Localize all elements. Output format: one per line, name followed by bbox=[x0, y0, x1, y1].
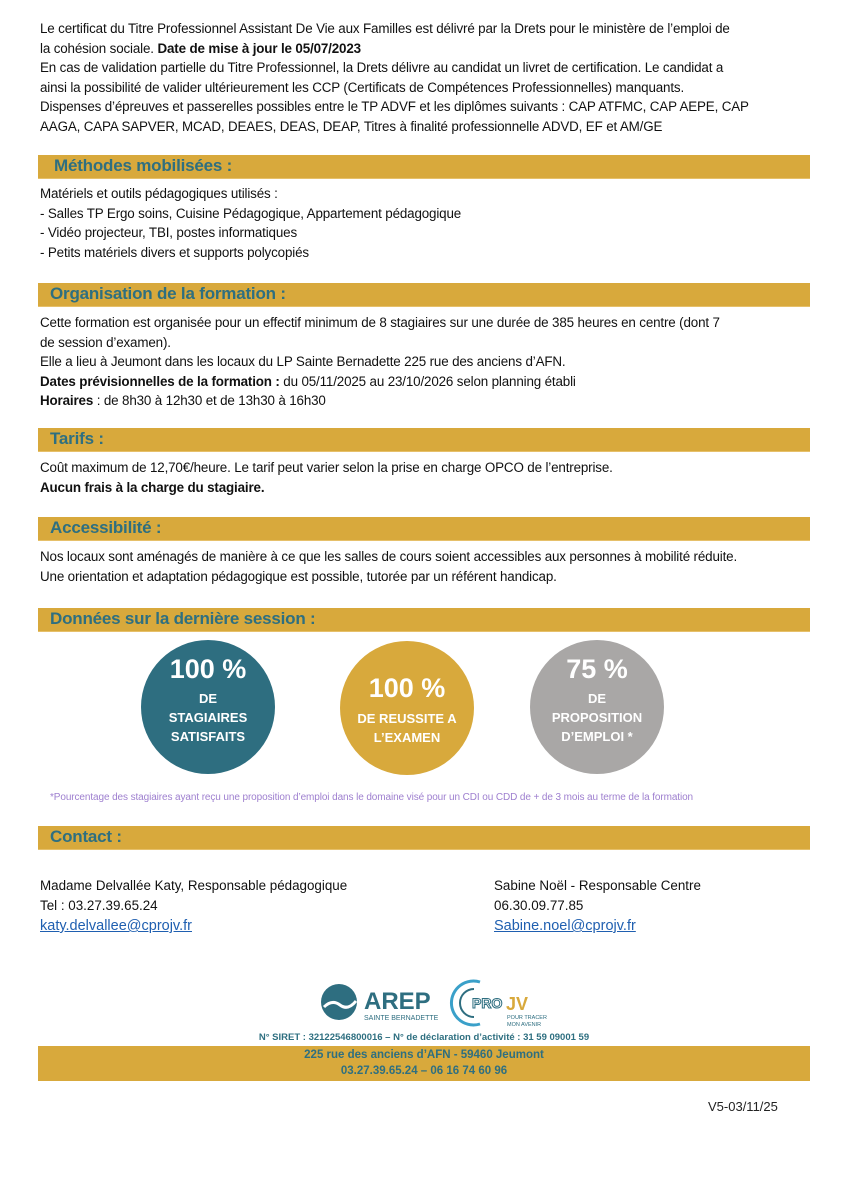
section-title: Méthodes mobilisées : bbox=[54, 156, 233, 175]
intro-line-5: Dispenses d’épreuves et passerelles possibles entre le TP ADVF et les diplômes suivants : CAP ATFMC, CAP AEPE, CAP bbox=[40, 99, 749, 114]
intro-line-1: Le certificat du Titre Professionnel Assistant De Vie aux Familles est délivré par la Drets pour le ministère de l’emploi de bbox=[40, 21, 730, 36]
accessibilite-line-2: Une orientation et adaptation pédagogique est possible, tutorée par un référent handicap. bbox=[40, 568, 557, 584]
footer-phones: 03.27.39.65.24 – 06 16 74 60 96 bbox=[340, 1065, 508, 1077]
projv-logo-sub1: POUR TRACER bbox=[507, 1015, 547, 1021]
section-title: Organisation de la formation : bbox=[50, 284, 286, 303]
methodes-line: - Vidéo projecteur, TBI, postes informatiques bbox=[40, 225, 297, 240]
section-title: Tarifs : bbox=[50, 429, 104, 448]
stat-circle-reussite bbox=[340, 641, 474, 775]
contact-phone: Tel : 03.27.39.65.24 bbox=[40, 898, 158, 913]
projv-logo-jv: JV bbox=[506, 994, 529, 1014]
arep-logo-icon bbox=[320, 977, 550, 1033]
accessibilite-line-1: Nos locaux sont aménagés de manière à ce que les salles de cours soient accessibles aux personnes à mobilité réduite. bbox=[40, 549, 738, 564]
arep-logo-mark bbox=[321, 984, 357, 1020]
document-version: V5-03/11/25 bbox=[708, 1099, 778, 1114]
methodes-content bbox=[40, 184, 815, 262]
section-header-organisation bbox=[38, 283, 810, 307]
contact-name: Madame Delvallée Katy, Responsable pédagogique bbox=[40, 878, 348, 893]
contact-right bbox=[494, 876, 701, 936]
projv-logo-sub2: MON AVENIR bbox=[507, 1022, 542, 1028]
organisation-line-2: de session d’examen). bbox=[40, 334, 171, 350]
stat-label: PROPOSITION bbox=[551, 710, 643, 725]
stat-label: STAGIAIRES bbox=[168, 710, 248, 725]
section-header-accessibilite bbox=[38, 517, 810, 541]
section-title: Contact : bbox=[50, 827, 122, 846]
stat-label: DE REUSSITE A bbox=[357, 711, 457, 726]
emploi-footnote: *Pourcentage des stagiaires ayant reçu une proposition d’emploi dans le domaine visé pour un CDI ou CDD de + de 3 mois au terme de la formation bbox=[50, 792, 694, 803]
tarifs-line-1: Coût maximum de 12,70€/heure. Le tarif peut varier selon la prise en charge OPCO de l’entreprise. bbox=[40, 460, 613, 475]
stat-label: SATISFAITS bbox=[170, 729, 246, 744]
organisation-horaires: Horaires : de 8h30 à 12h30 et de 13h30 à 16h30 bbox=[40, 393, 326, 408]
organisation-dates: Dates prévisionnelles de la formation : du 05/11/2025 au 23/10/2026 selon planning établi bbox=[40, 373, 576, 389]
arep-logo-subtext: SAINTE BERNADETTE bbox=[364, 1015, 439, 1022]
organisation-line-3: Elle a lieu à Jeumont dans les locaux du LP Sainte Bernadette 225 rue des anciens d’AFN. bbox=[40, 354, 566, 369]
section-header-contact bbox=[38, 826, 810, 850]
intro-line-2: la cohésion sociale. Date de mise à jour le 05/07/2023 bbox=[40, 40, 361, 56]
arep-logo-text: AREP bbox=[364, 988, 431, 1015]
intro-line-4: ainsi la possibilité de valider ultérieurement les CCP (Certificats de Compétences Professionnelles) manquants. bbox=[40, 79, 685, 95]
section-header-tarifs bbox=[38, 428, 810, 452]
stat-circle-satisfaction bbox=[141, 640, 275, 774]
siret-line: N° SIRET : 32122546800016 – N° de déclaration d’activité : 31 59 09001 59 bbox=[258, 1032, 590, 1043]
intro-paragraph bbox=[40, 19, 815, 136]
section-header-methodes bbox=[38, 155, 810, 179]
footer-address-bar bbox=[38, 1046, 810, 1081]
methodes-line: Matériels et outils pédagogiques utilisés : bbox=[40, 186, 278, 201]
update-date: Date de mise à jour le 05/07/2023 bbox=[157, 40, 361, 56]
stat-circle-emploi bbox=[530, 640, 664, 774]
contact-email-link[interactable]: Sabine.noel@cprojv.fr bbox=[494, 918, 636, 934]
section-title: Données sur la dernière session : bbox=[50, 609, 316, 628]
stat-label: DE bbox=[587, 691, 607, 706]
section-header-session bbox=[38, 608, 810, 632]
methodes-line: - Salles TP Ergo soins, Cuisine Pédagogique, Appartement pédagogique bbox=[40, 205, 462, 221]
stat-value: 100 % bbox=[368, 673, 446, 703]
projv-logo-text: PRO bbox=[472, 995, 503, 1011]
footer-address: 225 rue des anciens d’AFN - 59460 Jeumont bbox=[304, 1049, 544, 1061]
stat-label: L’EXAMEN bbox=[373, 730, 441, 745]
stat-value: 75 % bbox=[566, 654, 628, 684]
tarifs-line-2: Aucun frais à la charge du stagiaire. bbox=[40, 479, 265, 495]
intro-line-6: AAGA, CAPA SAPVER, MCAD, DEAES, DEAS, DEAP, Titres à finalité professionnelle ADVD, EF et AM/GE bbox=[40, 118, 663, 134]
organisation-line-1: Cette formation est organisée pour un effectif minimum de 8 stagiaires sur une durée de 385 heures en centre (dont 7 bbox=[40, 315, 720, 330]
footer-logos bbox=[320, 977, 550, 1033]
stat-label: DE bbox=[198, 691, 218, 706]
section-title: Accessibilité : bbox=[50, 518, 162, 537]
contact-email-link[interactable]: katy.delvallee@cprojv.fr bbox=[40, 918, 192, 934]
organisation-content bbox=[40, 313, 815, 411]
stat-value: 100 % bbox=[169, 654, 247, 684]
stat-label: D’EMPLOI * bbox=[561, 729, 633, 744]
methodes-line: - Petits matériels divers et supports polycopiés bbox=[40, 244, 309, 260]
contact-name: Sabine Noël - Responsable Centre bbox=[494, 878, 701, 893]
contact-phone: 06.30.09.77.85 bbox=[494, 898, 584, 913]
intro-line-3: En cas de validation partielle du Titre Professionnel, la Drets délivre au candidat un livret de certification. Le candidat a bbox=[40, 60, 724, 75]
accessibilite-content bbox=[40, 547, 815, 586]
contact-left bbox=[40, 876, 347, 936]
tarifs-content bbox=[40, 458, 815, 497]
